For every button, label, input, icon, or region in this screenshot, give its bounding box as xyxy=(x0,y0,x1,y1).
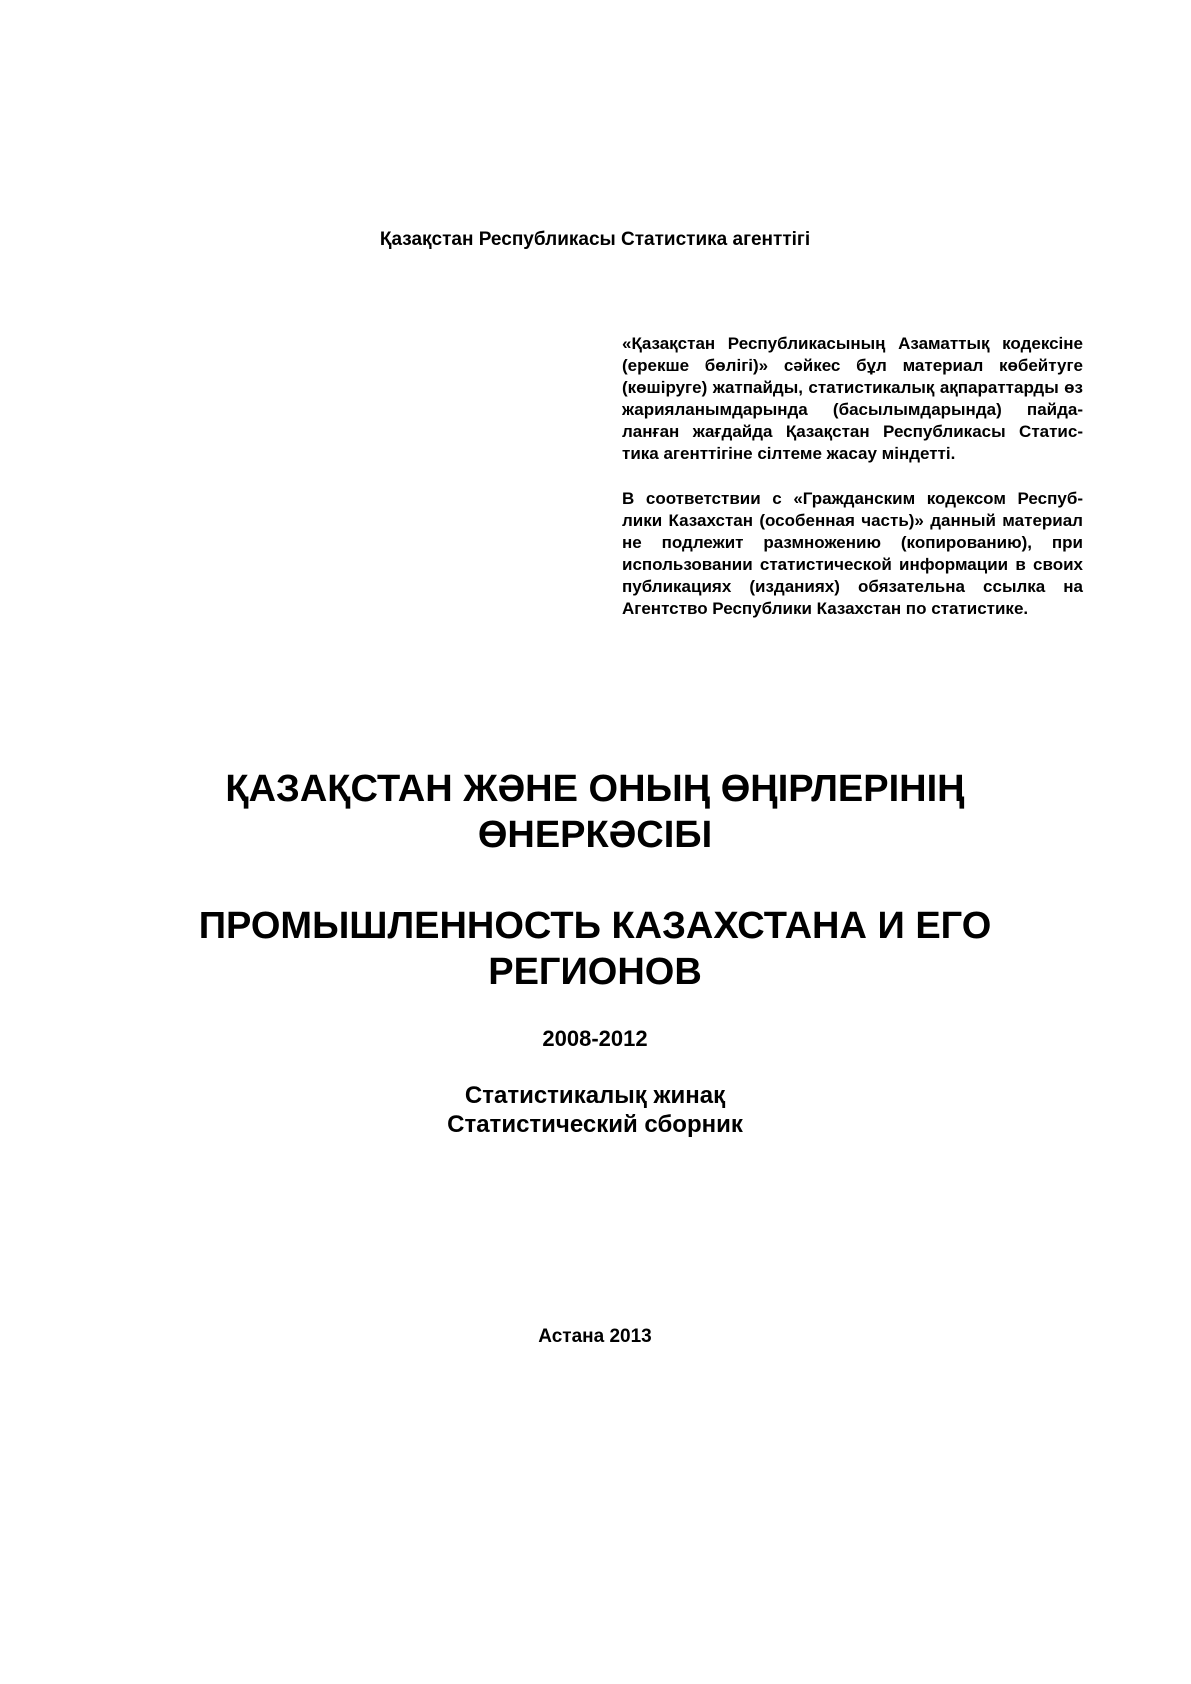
notice-line-kk: «Қазақстан Республикасының Азаматтық кодексіне xyxy=(622,334,1083,353)
notice-line-ru: публикациях (изданиях) обязательна ссылка на xyxy=(622,577,1083,596)
subtitle-ru: Статистический сборник xyxy=(447,1111,743,1138)
subtitle-kk: Статистикалық жинақ xyxy=(464,1082,726,1109)
notice-line-ru: не подлежит размножению (копированию), при xyxy=(622,533,1083,552)
main-title-kk-line: ӨНЕРКӘСІБІ xyxy=(477,814,713,856)
edition-period: 2008-2012 xyxy=(542,1026,648,1051)
copyright-notice-ru xyxy=(622,488,1083,620)
notice-line-kk: жарияланымдарында (басылымдарында) пайда- xyxy=(622,400,1083,419)
notice-line-kk: тика агенттігіне сілтеме жасау міндетті. xyxy=(622,444,956,463)
notice-line-ru: Агентство Республики Казахстан по статистике. xyxy=(622,599,1029,618)
imprint-line: Астана 2013 xyxy=(538,1326,652,1347)
notice-line-ru: лики Казахстан (особенная часть)» данный материал xyxy=(622,511,1083,530)
notice-line-ru: использовании статистической информации в своих xyxy=(622,555,1083,574)
main-title-ru-line: ПРОМЫШЛЕННОСТЬ КАЗАХСТАНА И ЕГО xyxy=(198,905,992,947)
main-title-kk-line: ҚАЗАҚСТАН ЖӘНЕ ОНЫҢ ӨҢІРЛЕРІНІҢ xyxy=(225,768,965,810)
subtitle-block xyxy=(40,1081,1150,1139)
publisher-name: Қазақстан Республикасы Статистика агенттігі xyxy=(379,229,811,250)
notice-line-kk: (ерекше бөлігі)» сәйкес бұл материал көбейтуге xyxy=(622,356,1083,375)
main-title-ru-line: РЕГИОНОВ xyxy=(488,951,702,993)
copyright-notice-kk xyxy=(622,333,1083,465)
main-title-ru xyxy=(40,903,1150,995)
notice-line-kk: (көшіруге) жатпайды, статистикалық ақпараттарды өз xyxy=(622,378,1083,397)
notice-line-kk: ланған жағдайда Қазақстан Республикасы Статис- xyxy=(622,422,1083,441)
main-title-kk xyxy=(40,766,1150,858)
notice-line-ru: В соответствии с «Гражданским кодексом Респуб- xyxy=(622,489,1083,508)
